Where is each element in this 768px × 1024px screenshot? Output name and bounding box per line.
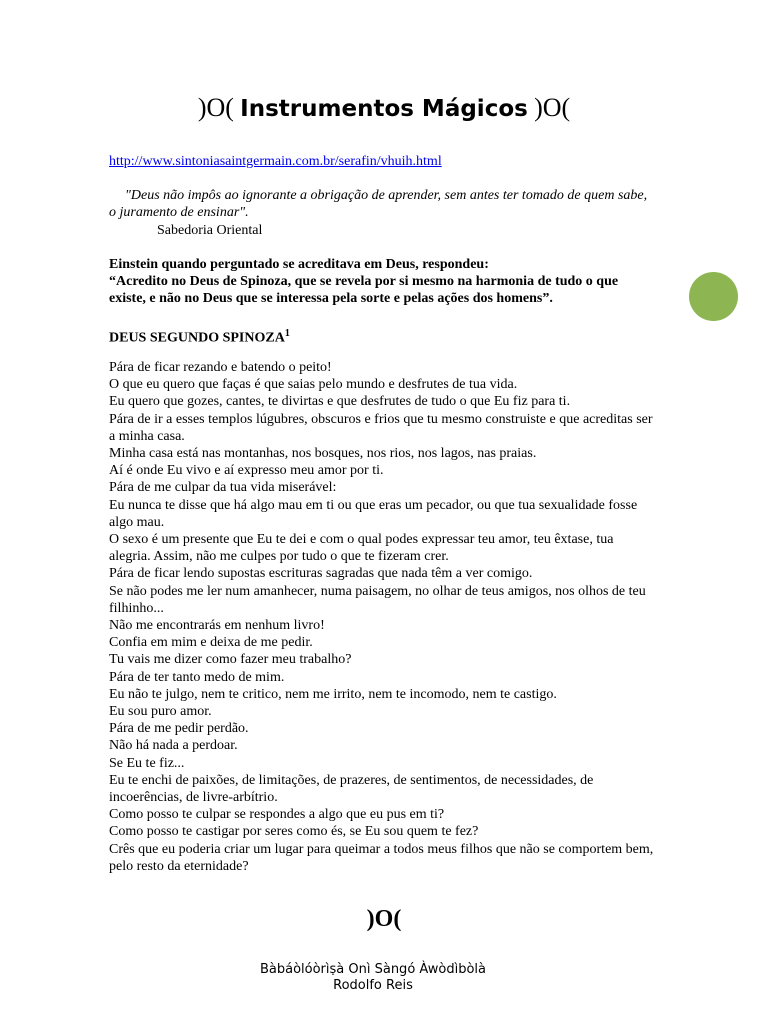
poem-line: Eu não te julgo, nem te critico, nem me irrito, nem te incomodo, nem te castigo. <box>109 686 557 702</box>
signature-line-2: Rodolfo Reis <box>333 978 413 993</box>
poem-line: Se Eu te fiz... <box>109 755 185 771</box>
poem-line: Como posso te culpar se respondes a algo que eu pus em ti? <box>109 807 445 823</box>
poem-line: Pára de me culpar da tua vida miserável: <box>109 480 337 496</box>
poem-line: Se não podes me ler num amanhecer, numa paisagem, no olhar de teus amigos, nos olhos de teu filhinho... <box>109 583 646 616</box>
poem-line: Pára de ter tanto medo de mim. <box>109 669 285 685</box>
poem-line: Minha casa está nas montanhas, nos bosques, nos rios, nos lagos, nas praias. <box>109 446 537 462</box>
poem-line: Tu vais me dizer como fazer meu trabalho? <box>109 652 352 668</box>
poem-line: Como posso te castigar por seres como és, se Eu sou quem te fez? <box>109 824 479 840</box>
poem-line: Eu te enchi de paixões, de limitações, de prazeres, de sentimentos, de necessidades, de incoerências, de livre-arbítrio. <box>109 772 594 806</box>
poem-line: Não me encontrarás em nenhum livro! <box>109 618 325 634</box>
quote-text: "Deus não impôs ao ignorante a obrigação de aprender, sem antes ter tomado de quem sabe, o juramento de ensinar". <box>109 188 648 220</box>
footnote-marker: 1 <box>284 328 290 339</box>
poem-line: Confia em mim e deixa de me pedir. <box>109 635 313 651</box>
poem-line: Eu sou puro amor. <box>109 704 212 720</box>
poem-line: Crês que eu poderia criar um lugar para queimar a todos meus filhos que não se comportem bem, pelo resto da eternidade? <box>109 841 654 874</box>
source-link[interactable]: http://www.sintoniasaintgermain.com.br/serafin/vhuih.html <box>109 154 442 169</box>
poem-line: O que eu quero que faças é que saias pelo mundo e desfrutes de tua vida. <box>109 377 518 393</box>
poem-line: Aí é onde Eu vivo e aí expresso meu amor por ti. <box>109 463 384 479</box>
decorative-circle <box>689 272 738 321</box>
poem-line: Não há nada a perdoar. <box>109 738 238 754</box>
title-ornament-left: )O( <box>197 93 234 122</box>
section-heading-text: DEUS SEGUNDO SPINOZA <box>109 330 285 346</box>
poem-line: Pára de ir a esses templos lúgubres, obscuros e frios que tu mesmo construiste e que acreditas ser a minha casa. <box>109 411 653 444</box>
poem-line: Pára de ficar lendo supostas escrituras sagradas que nada têm a ver comigo. <box>109 566 533 582</box>
title-text: Instrumentos Mágicos <box>240 96 528 122</box>
poem-line: Eu nunca te disse que há algo mau em ti ou que eras um pecador, ou que tua sexualidade fosse algo mau. <box>109 497 638 530</box>
poem-line: O sexo é um presente que Eu te dei e com o qual podes expressar teu amor, teu êxtase, tua alegria. Assim, não me culpes por tudo o que te fizeram crer. <box>109 532 614 565</box>
einstein-intro: Einstein quando perguntado se acreditava em Deus, respondeu: <box>109 257 489 272</box>
einstein-block <box>109 256 654 307</box>
poem-body <box>109 359 654 875</box>
title-ornament-right: )O( <box>534 93 571 122</box>
quote-source: Sabedoria Oriental <box>157 223 263 238</box>
einstein-answer: “Acredito no Deus de Spinoza, que se revela por si mesmo na harmonia de tudo o que existe, e não no Deus que se interessa pela sorte e pelas ações dos homens”. <box>109 274 619 306</box>
page-title <box>0 92 768 125</box>
footer-ornament: )O( <box>366 906 402 932</box>
signature <box>0 962 746 994</box>
signature-line-1: Bàbáòlóòrìṣà Onì Sàngó Àwòdìbòlà <box>259 962 486 977</box>
poem-line: Eu quero que gozes, cantes, te divirtas e que desfrutes de tudo o que Eu fiz para ti. <box>109 394 571 410</box>
quote-block <box>109 187 649 221</box>
section-heading <box>109 325 290 348</box>
poem-line: Pára de me pedir perdão. <box>109 721 249 737</box>
poem-line: Pára de ficar rezando e batendo o peito! <box>109 360 332 375</box>
